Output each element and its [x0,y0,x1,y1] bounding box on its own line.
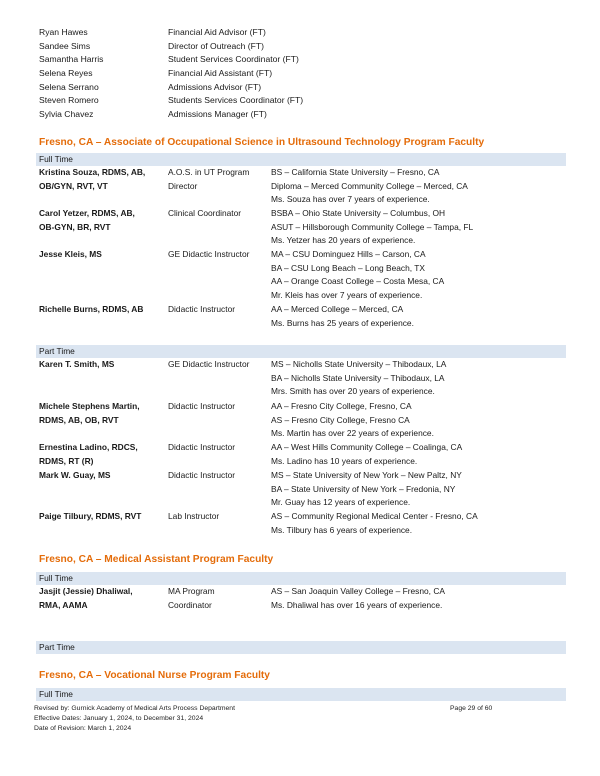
faculty-name: RDMS, AB, OB, RVT [39,414,119,425]
faculty-credential: MS – Nicholls State University – Thibodaux, LA [271,359,447,369]
faculty-experience: Ms. Souza has over 7 years of experience. [271,194,430,205]
staff-role: Financial Aid Advisor (FT) [168,27,266,37]
faculty-entry [39,248,569,303]
faculty-credential: Diploma – Merced Community College – Merced, CA [271,180,468,191]
faculty-entry [39,469,569,510]
faculty-credential: MA – CSU Dominguez Hills – Carson, CA [271,249,426,259]
faculty-experience: Ms. Martin has over 22 years of experience. [271,428,434,439]
footer-date-of-revision: Date of Revision: March 1, 2024 [34,725,132,733]
faculty-credential: ASUT – Hillsborough Community College – Tampa, FL [271,221,474,232]
faculty-title: GE Didactic Instructor [168,249,250,259]
faculty-title: Didactic Instructor [168,401,236,411]
faculty-experience: Ms. Tilbury has 6 years of experience. [271,524,413,535]
staff-name: Samantha Harris [39,54,104,65]
faculty-title: A.O.S. in UT Program [168,167,250,177]
faculty-title: Didactic Instructor [168,470,236,480]
faculty-name: Paige Tilbury, RDMS, RVT [39,511,142,521]
staff-name: Selena Serrano [39,81,99,92]
staff-role: Students Services Coordinator (FT) [168,95,304,106]
faculty-entry [39,585,569,612]
faculty-credential: BA – Nicholls State University – Thibodaux, LA [271,372,445,383]
faculty-title: Clinical Coordinator [168,208,242,218]
full-time-band: Full Time [36,153,566,166]
faculty-name: RDMS, RT (R) [39,455,94,466]
staff-name: Selena Reyes [39,68,93,79]
staff-name: Sandee Sims [39,40,91,51]
faculty-title: GE Didactic Instructor [168,359,250,369]
faculty-entry [39,303,569,330]
faculty-title: Didactic Instructor [168,304,236,314]
faculty-name: Karen T. Smith, MS [39,359,115,369]
staff-name: Steven Romero [39,95,99,106]
faculty-name: Mark W. Guay, MS [39,470,111,480]
footer-effective-dates: Effective Dates: January 1, 2024, to December 31, 2024 [34,715,204,723]
staff-role: Admissions Advisor (FT) [168,81,262,92]
faculty-title: Lab Instructor [168,511,220,521]
faculty-name: Carol Yetzer, RDMS, AB, [39,208,135,218]
faculty-title: Coordinator [168,599,212,610]
staff-name: Sylvia Chavez [39,109,94,120]
faculty-name: OB-GYN, BR, RVT [39,221,111,232]
faculty-entry [39,166,569,207]
medical-assistant-section-title: Fresno, CA – Medical Assistant Program Faculty [39,554,274,565]
part-time-band: Part Time [36,345,566,358]
faculty-credential: BS – California State University – Fresno, CA [271,167,440,177]
faculty-credential: BSBA – Ohio State University – Columbus, OH [271,208,446,218]
faculty-credential: AS – San Joaquin Valley College – Fresno, CA [271,586,445,596]
faculty-name: OB/GYN, RVT, VT [39,180,108,191]
faculty-credential: AA – Fresno City College, Fresno, CA [271,401,412,411]
faculty-entry [39,400,569,441]
page-number: Page 29 of 60 [450,705,493,712]
staff-role: Student Services Coordinator (FT) [168,54,299,65]
faculty-entry [39,441,569,468]
faculty-name: Michele Stephens Martin, [39,401,140,411]
faculty-credential: AA – Orange Coast College – Costa Mesa, CA [271,276,445,287]
faculty-name: Kristina Souza, RDMS, AB, [39,167,146,177]
faculty-name: Richelle Burns, RDMS, AB [39,304,144,314]
staff-role: Financial Aid Assistant (FT) [168,68,273,79]
faculty-credential: AA – West Hills Community College – Coalinga, CA [271,442,463,452]
faculty-experience: Ms. Ladino has 10 years of experience. [271,455,418,466]
faculty-credential: AS – Fresno City College, Fresno CA [271,414,410,425]
faculty-title: Didactic Instructor [168,442,236,452]
faculty-experience: Mrs. Smith has over 20 years of experience. [271,386,435,397]
faculty-experience: Mr. Guay has 12 years of experience. [271,497,411,508]
faculty-title: MA Program [168,586,215,596]
faculty-name: Jasjit (Jessie) Dhaliwal, [39,586,133,596]
staff-role: Director of Outreach (FT) [168,40,264,51]
staff-name: Ryan Hawes [39,27,88,37]
faculty-title: Director [168,180,198,191]
faculty-experience: Mr. Kleis has over 7 years of experience. [271,290,423,301]
faculty-name: RMA, AAMA [39,599,88,610]
ultrasound-section-title: Fresno, CA – Associate of Occupational Science in Ultrasound Technology Program Faculty [39,137,485,148]
faculty-entry [39,358,569,399]
faculty-credential: BA – State University of New York – Fredonia, NY [271,483,456,494]
faculty-entry [39,510,569,537]
faculty-name: Ernestina Ladino, RDCS, [39,442,138,452]
part-time-band: Part Time [36,641,566,654]
faculty-credential: AA – Merced College – Merced, CA [271,304,404,314]
staff-role: Admissions Manager (FT) [168,109,267,120]
full-time-band: Full Time [36,572,566,585]
faculty-credential: MS – State University of New York – New Paltz, NY [271,470,462,480]
full-time-band: Full Time [36,688,566,701]
faculty-name: Jesse Kleis, MS [39,249,102,259]
page-footer [34,704,493,735]
faculty-experience: Ms. Yetzer has 20 years of experience. [271,235,416,246]
footer-revised-by: Revised by: Gurnick Academy of Medical Arts Process Department [34,705,235,712]
faculty-experience: Ms. Burns has 25 years of experience. [271,317,414,328]
faculty-experience: Ms. Dhaliwal has over 16 years of experience. [271,599,443,610]
faculty-credential: AS – Community Regional Medical Center - Fresno, CA [271,511,478,521]
faculty-credential: BA – CSU Long Beach – Long Beach, TX [271,262,425,273]
vocational-nurse-section-title: Fresno, CA – Vocational Nurse Program Faculty [39,670,270,681]
faculty-entry [39,207,569,248]
